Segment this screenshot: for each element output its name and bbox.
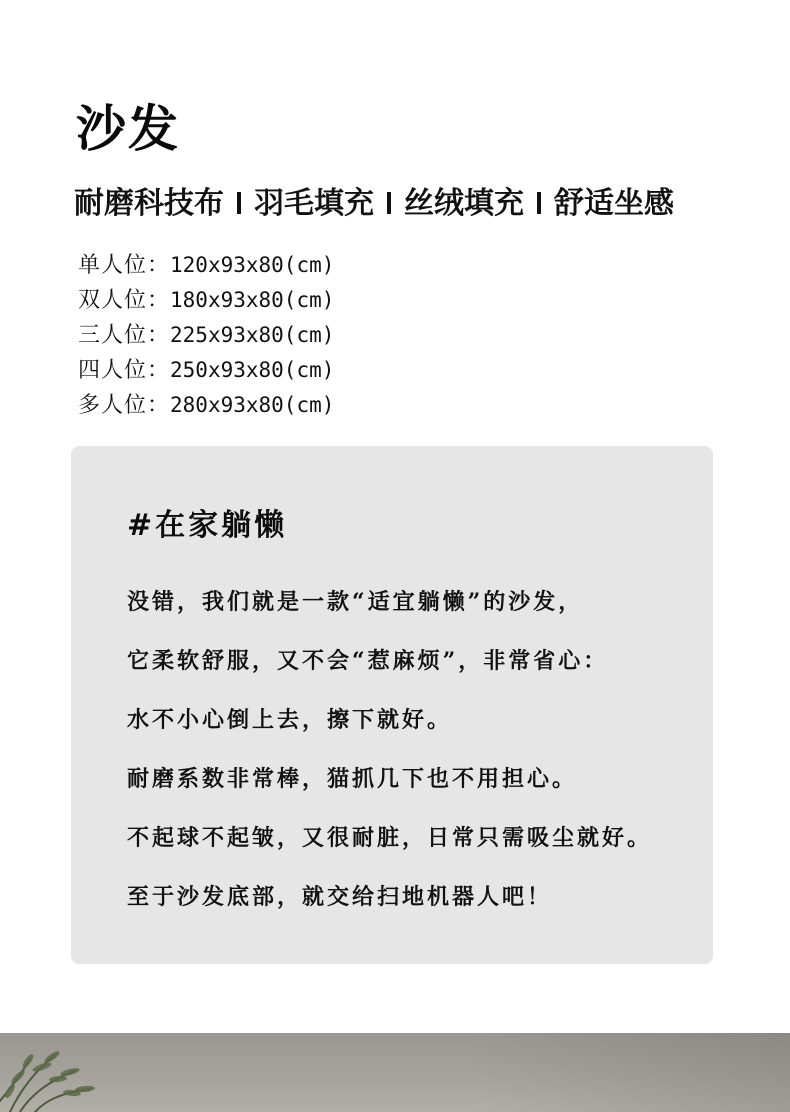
- card-text-list: [127, 582, 652, 936]
- card-line: 至于沙发底部，就交给扫地机器人吧！: [127, 884, 553, 910]
- size-item-single: [78, 248, 334, 283]
- size-label: 双人位：: [78, 288, 171, 313]
- card-heading: #在家躺懒: [127, 508, 288, 543]
- size-item-triple: [78, 318, 334, 353]
- size-value: 225x93x80(cm): [170, 323, 335, 347]
- feature-fabric: 耐磨科技布: [74, 186, 224, 221]
- page-title: 沙发: [76, 100, 180, 158]
- card-line: 它柔软舒服，又不会“惹麻烦”，非常省心：: [127, 648, 609, 674]
- wall-shadow: [470, 1033, 790, 1112]
- size-label: 单人位：: [78, 253, 171, 278]
- feature-separator: [537, 192, 541, 214]
- size-value: 180x93x80(cm): [170, 288, 335, 312]
- feature-velvet: 丝绒填充: [404, 186, 524, 221]
- size-label: 多人位：: [78, 393, 171, 418]
- size-value: 280x93x80(cm): [170, 393, 335, 417]
- size-value: 250x93x80(cm): [170, 358, 335, 382]
- plant-leaves-image: [0, 1041, 160, 1112]
- feature-tagline: [74, 184, 674, 224]
- card-line: 没错，我们就是一款“适宜躺懒”的沙发，: [127, 589, 584, 615]
- feature-separator: [237, 192, 241, 214]
- size-item-multi: [78, 388, 334, 423]
- feature-comfort: 舒适坐感: [554, 186, 674, 221]
- size-label: 四人位：: [78, 358, 171, 383]
- size-item-quad: [78, 353, 334, 388]
- room-photo: [0, 1033, 790, 1112]
- lazy-at-home-card: [71, 446, 713, 964]
- card-line: 不起球不起皱，又很耐脏，日常只需吸尘就好。: [127, 825, 653, 851]
- size-list: [78, 248, 334, 423]
- feature-separator: [387, 192, 391, 214]
- card-line: 耐磨系数非常棒，猫抓几下也不用担心。: [127, 766, 578, 792]
- feature-feather: 羽毛填充: [254, 186, 374, 221]
- size-item-double: [78, 283, 334, 318]
- card-line: 水不小心倒上去，擦下就好。: [127, 707, 453, 733]
- size-label: 三人位：: [78, 323, 171, 348]
- size-value: 120x93x80(cm): [170, 253, 335, 277]
